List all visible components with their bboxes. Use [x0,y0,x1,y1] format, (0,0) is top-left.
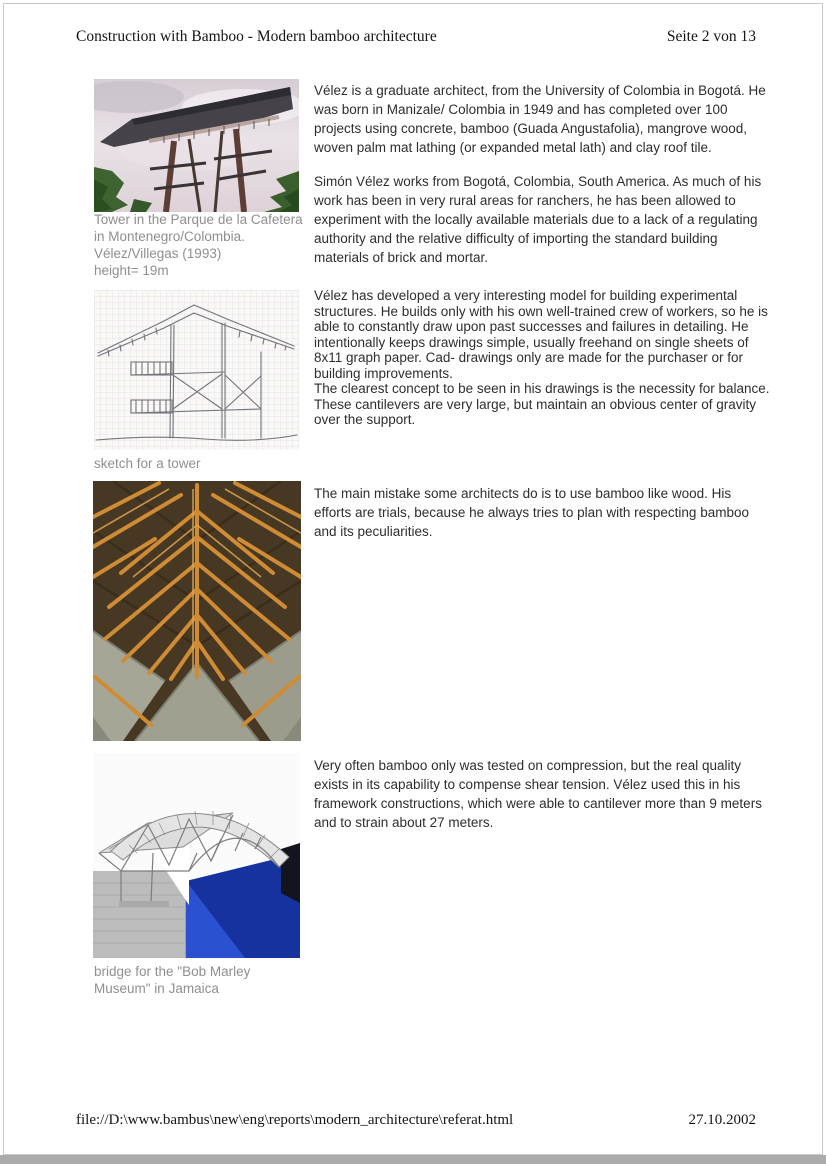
text-line: work has been in very rural areas for ranchers, he has been allowed to [314,193,736,208]
footer-file-url: file://D:\www.bambus\new\eng\reports\modern_architecture\referat.html [76,1112,514,1128]
text-line: The clearest concept to be seen in his drawings is the necessity for balance. [314,381,770,396]
figure-bridge-render [93,753,300,958]
text-line: The main mistake some architects do is to use bamboo like wood. His [314,486,732,501]
page-number-indicator: Seite 2 von 13 [666,28,756,45]
text-line: Vélez has developed a very interesting model for building experimental [314,288,738,303]
figure-tower-photo [94,79,299,212]
text-line: in Montenegro/Colombia. [94,229,245,244]
tower-photo-image [94,79,299,212]
text-line: height= 19m [94,263,169,278]
paragraph-velez-bio [314,81,806,157]
text-line: woven palm mat lathing (or expanded metal lath) and clay roof tile. [314,140,712,155]
text-line: Vélez/Villegas (1993) [94,246,222,261]
text-line: sketch for a tower [94,456,201,471]
text-line: Very often bamboo only was tested on compression, but the real quality [314,758,741,773]
bridge-render-image [93,753,300,958]
window-edge-strip [0,1155,826,1164]
text-line: Simón Vélez works from Bogotá, Colombia, South America. As much of his [314,174,762,189]
text-line: over the support. [314,412,416,427]
footer-date: 27.10.2002 [688,1112,756,1128]
paragraph-shear-tension [314,756,806,832]
paragraph-drawing-model [314,288,806,428]
text-line: structures. He builds only with his own well-trained crew of workers, so he is [314,303,768,319]
paragraph-simon-velez-work [314,172,806,267]
text-line: exists in its capability to compense shear tension. Vélez used this in his [314,777,741,792]
paragraph-bamboo-mistake [314,484,806,541]
text-line: intentionally keeps drawings simple, usually freehand on single sheets of [314,334,749,350]
text-line: and to strain about 27 meters. [314,815,494,830]
text-line: and its peculiarities. [314,524,433,539]
text-line: bridge for the "Bob Marley [94,964,251,979]
text-line: authority and the relative difficulty of importing the standard building [314,231,718,246]
figure-bamboo-roof-photo [93,481,301,741]
text-line: materials of brick and mortar. [314,250,489,265]
tower-sketch-image [94,290,299,450]
text-line: These cantilevers are very large, but maintain an obvious center of gravity [314,396,756,412]
text-line: experiment with the locally available materials due to a lack of a regulating [314,212,758,227]
caption-tower-photo [94,211,303,279]
text-line: projects using concrete, bamboo (Guada Angustafolia), mangrove wood, [314,121,748,136]
figure-tower-sketch [94,290,299,450]
bamboo-roof-image [93,481,301,741]
text-line: efforts are trials, because he always tries to plan with respecting bamboo [314,505,749,520]
text-line: 8x11 graph paper. Cad- drawings only are made for the purchaser or for [314,350,743,365]
text-line: able to constantly draw upon past successes and failures in detailing. He [314,319,749,334]
document-page [3,3,823,1155]
text-line: building improvements. [314,365,453,381]
text-line: Museum" in Jamaica [94,981,219,996]
document-header-title: Construction with Bamboo - Modern bamboo architecture [76,28,437,45]
text-line: Vélez is a graduate architect, from the University of Colombia in Bogotá. He [314,83,766,98]
caption-tower-sketch [94,455,201,472]
text-line: was born in Manizale/ Colombia in 1949 and has completed over 100 [314,102,728,117]
text-line: framework constructions, which were able to cantilever more than 9 meters [314,796,762,811]
text-line: Tower in the Parque de la Cafetera [94,212,303,227]
caption-bridge-render [94,963,250,997]
